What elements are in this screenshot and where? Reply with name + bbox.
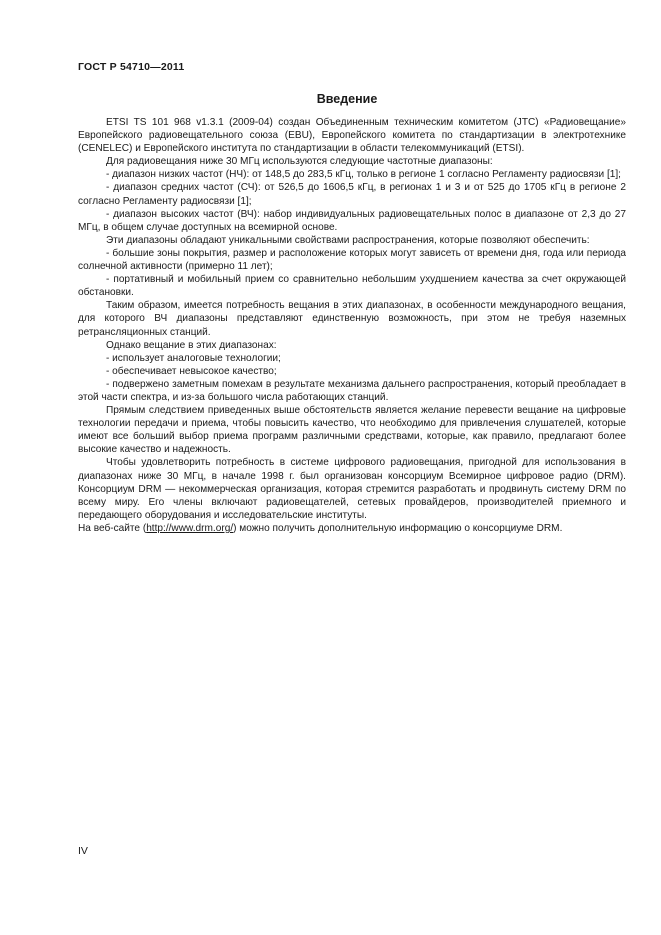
paragraph	[78, 522, 626, 535]
paragraph: ETSI TS 101 968 v1.3.1 (2009-04) создан Объединенным техническим комитетом (JTC) «Радиовещание» Европейского радиовещательного союза (EBU), Европейского комитета по стандартизации в электротехнике (CENELEC) и Европейского института по стандартизации в области телекоммуникаций (ETSI).	[78, 117, 626, 155]
paragraph: Таким образом, имеется потребность вещания в этих диапазонах, в особенности международного вещания, для которого ВЧ диапазоны представляют единственную возможность, при этом не требуя наземных ретрансляционных станций.	[78, 300, 626, 338]
page-number: IV	[78, 845, 88, 857]
list-item: - диапазон средних частот (СЧ): от 526,5 до 1606,5 кГц, в регионах 1 и 3 и от 525 до 1705 кГц в регионе 2 согласно Регламенту радиосвязи [1];	[78, 182, 626, 207]
paragraph: Чтобы удовлетворить потребность в системе цифрового радиовещания, пригодной для использования в диапазонах ниже 30 МГц, в начале 1998 г. был организован консорциум Всемирное цифровое радио (DRM). Консорциум DRM — некоммерческая организация, которая стремится разработать и продвинуть систему DRM по всему миру. Его члены включают радиовещателей, сетевых провайдеров, производителей приемного и передающего оборудования и исследовательские институты.	[78, 457, 626, 521]
paragraph-text: На веб-сайте (	[78, 522, 147, 534]
paragraph: Прямым следствием приведенных выше обстоятельств является желание перевести вещание на цифровые технологии передачи и приема, чтобы повысить качество, что необходимо для привлечения слушателей, которые имеют все больший выбор приема программ различными средствами, которые, как правило, предлагают более высокие качество и надежность.	[78, 405, 626, 456]
list-item: - портативный и мобильный прием со сравнительно небольшим ухудшением качества за счет окружающей обстановки.	[78, 274, 626, 299]
paragraph: Однако вещание в этих диапазонах:	[106, 339, 277, 351]
paragraph-text: ) можно получить дополнительную информацию о консорциуме DRM.	[233, 522, 563, 534]
drm-website-link[interactable]: http://www.drm.org/	[146, 522, 234, 534]
list-item: - диапазон высоких частот (ВЧ): набор индивидуальных радиовещательных полос в диапазоне от 2,3 до 27 МГц, в общем случае доступных на всемирной основе.	[78, 208, 626, 233]
list-item: - обеспечивает невысокое качество;	[106, 365, 277, 377]
paragraph: Эти диапазоны обладают уникальными свойствами распространения, которые позволяют обеспечить:	[106, 234, 590, 246]
list-item: - подвержено заметным помехам в результате механизма дальнего распространения, который преобладает в этой части спектра, и из-за большого числа работающих станций.	[78, 378, 626, 403]
list-item: - большие зоны покрытия, размер и расположение которых могут зависеть от времени дня, года или периода солнечной активности (примерно 11 лет);	[78, 247, 626, 273]
list-item: - диапазон низких частот (НЧ): от 148,5 до 283,5 кГц, только в регионе 1 согласно Регламенту радиосвязи [1];	[106, 169, 621, 181]
list-item: - использует аналоговые технологии;	[106, 352, 281, 364]
document-id: ГОСТ Р 54710—2011	[78, 61, 185, 73]
paragraph: Для радиовещания ниже 30 МГц используются следующие частотные диапазоны:	[106, 156, 493, 168]
page-title: Введение	[316, 92, 378, 106]
body-text	[78, 116, 626, 535]
